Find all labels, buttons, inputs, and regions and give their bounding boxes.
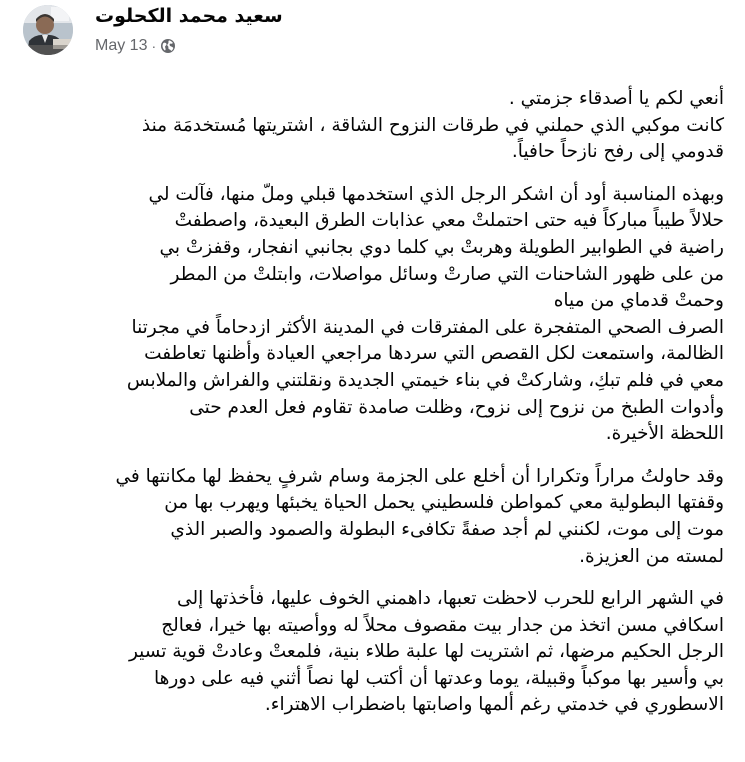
author-avatar[interactable] xyxy=(23,5,73,55)
text-line: حلالاً طيباً مباركاً فيه حتى احتملتْ معي عذابات الطرق البعيدة، واصطفتْ xyxy=(174,210,724,232)
text-line: وأدوات الطبخ من نزوح إلى نزوح، وظلت صامدة تقاوم فعل العدم حتى xyxy=(189,396,724,418)
meta-separator: · xyxy=(151,38,157,54)
paragraph-3 xyxy=(22,464,724,570)
text-line: بي وأسير بها موكباً وقبيلة، يوما وعدتها أن أكتب لها نصاً أثني فيه على دورها xyxy=(153,667,724,689)
text-line: الصرف الصحي المتفجرة على المفترقات في المدينة الأكثر ازدحاماً في مجرتنا xyxy=(131,316,724,338)
text-line: الرجل الحكيم مرضها، ثم اشتريت لها علبة طلاء بنية، فلمعتْ وعادتْ قوية تسير xyxy=(128,641,724,663)
author-name[interactable]: سعيد محمد الكحلوت xyxy=(95,5,283,27)
text-line: اسكافي مسن اتخذ من جدار بيت مقصوف محلاً له ووأصيته بها خيرا، فعالج xyxy=(161,614,724,636)
text-line: وحمتْ قدماي من مياه xyxy=(553,290,724,312)
paragraph-1 xyxy=(22,86,724,166)
text-line: وقد حاولتُ مراراً وتكرارا أن أخلع على الجزمة وسام شرفٍ يحفظ لها مكانتها في xyxy=(115,465,724,487)
text-line: في الشهر الرابع للحرب لاحظت تعبها، داهمني الخوف عليها، فأخذتها إلى xyxy=(177,588,724,610)
text-line: معي في فلم تبكِ، وشاركتْ في بناء خيمتي الجديدة ونقلتني والفراش والملابس xyxy=(126,369,724,391)
text-line: راضية في الطوابير الطويلة وهربتْ بي كلما دوي بجانبي انفجار، وقفزتْ بي xyxy=(159,236,724,258)
post-date[interactable]: May 13 xyxy=(95,37,148,54)
text-line: الاسطوري في خدمتي رغم ألمها واصابتها باضطراب الاهتراء. xyxy=(264,694,724,716)
post-meta xyxy=(95,35,176,57)
paragraph-2 xyxy=(22,182,724,448)
text-line: وبهذه المناسبة أود أن اشكر الرجل الذي استخدمها قبلي وملّ منها، فآلت لي xyxy=(148,183,724,205)
text-line: أنعي لكم يا أصدقاء جزمتي . xyxy=(508,88,724,109)
post-header xyxy=(0,0,745,66)
post-body xyxy=(22,86,724,735)
profile-photo xyxy=(23,5,73,55)
text-line: الظالمة، واستمعت لكل القصص التي سردها مراجعي العيادة وأظنها تعاطفت xyxy=(144,343,724,365)
text-line: اللحظة الأخيرة. xyxy=(605,423,724,445)
text-line: قدومي إلى رفح نازحاً حافياً. xyxy=(511,141,724,163)
globe-icon[interactable] xyxy=(160,38,176,54)
text-line: كانت موكبي الذي حملني في طرقات النزوح الشاقة ، اشتريتها مُستخدمَة منذ xyxy=(141,114,724,136)
text-line: لمسته من العزيزة. xyxy=(579,545,724,567)
text-line: موت إلى موت، لكنني لم أجد صفةً تكافىء البطولة والصمود والصبر الذي xyxy=(170,518,724,540)
text-line: وقفتها البطولية معي كمواطن فلسطيني يحمل الحياة يخبئها ويهرب بها من xyxy=(164,492,724,514)
text-line: من على ظهور الشاحنات التي صارتْ وسائل مواصلات، وابتلتْ من المطر xyxy=(170,263,724,285)
paragraph-4 xyxy=(22,586,724,719)
